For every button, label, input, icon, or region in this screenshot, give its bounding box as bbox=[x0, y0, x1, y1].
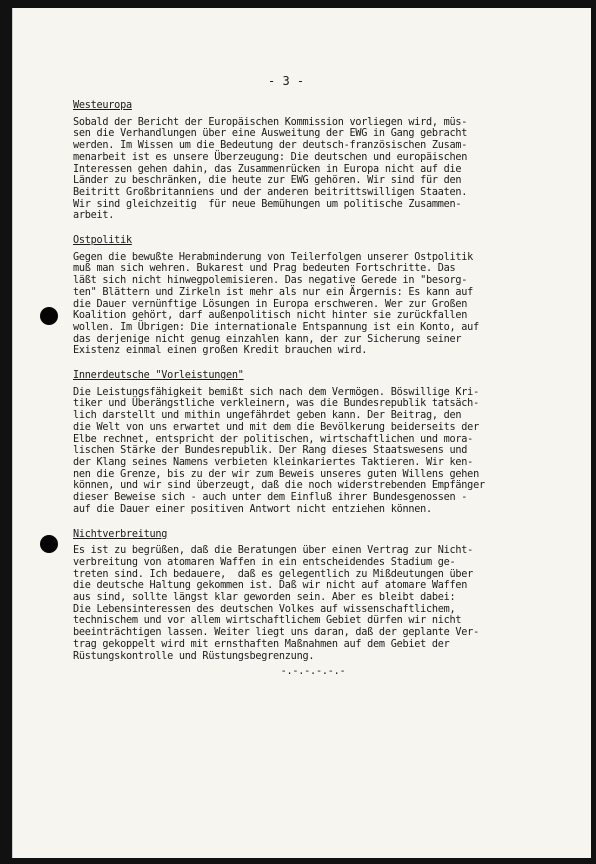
text-line: Gegen die bewußte Herabminderung von Teilerfolgen unserer Ostpolitik bbox=[73, 251, 474, 263]
text-line: Die Lebensinteressen des deutschen Volkes auf wissenschaftlichem, bbox=[73, 603, 456, 615]
page-number: - 3 - bbox=[268, 74, 305, 88]
text-line: Existenz einmal einen großen Kredit brauchen wird. bbox=[73, 345, 368, 357]
text-line: ten" Blättern und Zirkeln ist mehr als nur ein Ärgernis: Es kann auf bbox=[73, 286, 474, 298]
text-line: läßt sich nicht hinwegpolemisieren. Das negative Gerede in "besorg- bbox=[73, 275, 468, 287]
text-line: nen die Grenze, bis zu der wir zum Beweis unseres guten Willens gehen bbox=[73, 468, 479, 480]
section-ostpolitik bbox=[73, 235, 553, 357]
text-line: Rüstungskontrolle und Rüstungsbegrenzung. bbox=[73, 650, 315, 662]
text-line: trag gekoppelt wird mit ernsthaften Maßnahmen auf dem Gebiet der bbox=[73, 638, 450, 650]
text-line: Länder zu beschränken, die heute zur EWG gehören. Wir sind für den bbox=[73, 175, 462, 187]
text-line: Beitritt Großbritanniens und der anderen beitrittswilligen Staaten. bbox=[73, 186, 468, 198]
text-line: arbeit. bbox=[73, 210, 115, 222]
text-line: menarbeit ist es unsere Überzeugung: Die deutschen und europäischen bbox=[73, 151, 468, 163]
section-heading: Innerdeutsche "Vorleistungen" bbox=[73, 370, 244, 382]
text-line: beeinträchtigen lassen. Weiter liegt uns daran, daß der geplante Ver- bbox=[73, 627, 479, 639]
text-line: lich darstellt und mithin ungefährdet geben kann. Der Beitrag, den bbox=[73, 410, 462, 422]
text-line: lischen Stärke der Bundesrepublik. Der Rang dieses Staatswesens und bbox=[73, 445, 468, 457]
text-line: die deutsche Haltung gekommen ist. Daß wir nicht auf atomare Waffen bbox=[73, 580, 468, 592]
section-nichtverbreitung bbox=[73, 529, 553, 678]
text-line: der Klang seines Namens verbieten kleinkariertes Taktieren. Wir ken- bbox=[73, 456, 474, 468]
text-line: Koalition gehört, darf außenpolitisch nicht hinter sie zurückfallen bbox=[73, 310, 468, 322]
text-line: Es ist zu begrüßen, daß die Beratungen über einen Vertrag zur Nicht- bbox=[73, 545, 474, 557]
text-line: wollen. Im Übrigen: Die internationale Entspannung ist ein Konto, auf bbox=[73, 321, 479, 333]
text-line: tiker und Überängstliche verkleinern, was die Bundesrepublik tatsäch- bbox=[73, 398, 479, 410]
text-line: das derjenige nicht genug einzahlen kann, der zur Sicherung seiner bbox=[73, 333, 462, 345]
document-body bbox=[73, 100, 553, 691]
text-line: aus sind, sollte längst klar geworden sein. Aber es bleibt dabei: bbox=[73, 592, 456, 604]
document-page bbox=[12, 8, 591, 858]
punch-hole bbox=[40, 535, 58, 553]
section-innerdeutsche-vorleistungen bbox=[73, 370, 553, 515]
text-line: können, und wir sind überzeugt, daß die noch widerstrebenden Empfänger bbox=[73, 480, 485, 492]
text-line: Elbe rechnet, entspricht der politischen, wirtschaftlichen und mora- bbox=[73, 433, 474, 445]
text-line: dieser Beweise sich - auch unter dem Einfluß ihrer Bundesgenossen - bbox=[73, 492, 468, 504]
text-line: treten sind. Ich bedauere, daß es gelegentlich zu Mißdeutungen über bbox=[73, 568, 474, 580]
text-line: werden. Im Wissen um die Bedeutung der deutsch-französischen Zusam- bbox=[73, 140, 468, 152]
end-mark: -.-.-.-.-.- bbox=[280, 666, 346, 678]
text-line: Wir sind gleichzeitig für neue Bemühungen um politische Zusammen- bbox=[73, 198, 462, 210]
text-line: verbreitung von atomaren Waffen in ein entscheidendes Stadium ge- bbox=[73, 556, 456, 568]
text-line: Interessen gehen dahin, das Zusammenrücken in Europa nicht auf die bbox=[73, 163, 462, 175]
section-heading: Nichtverbreitung bbox=[73, 528, 168, 540]
section-heading: Ostpolitik bbox=[73, 235, 132, 247]
text-line: die Welt von uns erwartet und mit dem die Bevölkerung beiderseits der bbox=[73, 421, 479, 433]
text-line: muß man sich wehren. Bukarest und Prag bedeuten Fortschritte. Das bbox=[73, 263, 456, 275]
text-line: die Dauer vernünftige Lösungen in Europa erschweren. Wer zur Großen bbox=[73, 298, 468, 310]
text-line: Die Leistungsfähigkeit bemißt sich nach dem Vermögen. Böswillige Kri- bbox=[73, 386, 479, 398]
punch-hole bbox=[40, 307, 58, 325]
text-line: sen die Verhandlungen über eine Ausweitung der EWG in Gang gebracht bbox=[73, 128, 468, 140]
section-westeuropa bbox=[73, 100, 553, 222]
text-line: Sobald der Bericht der Europäischen Kommission vorliegen wird, müs- bbox=[73, 116, 468, 128]
section-heading: Westeuropa bbox=[73, 100, 132, 111]
text-line: technischem und vor allem wirtschaftlichem Gebiet dürfen wir nicht bbox=[73, 615, 462, 627]
text-line: auf die Dauer einer positiven Antwort nicht entziehen können. bbox=[73, 503, 432, 515]
